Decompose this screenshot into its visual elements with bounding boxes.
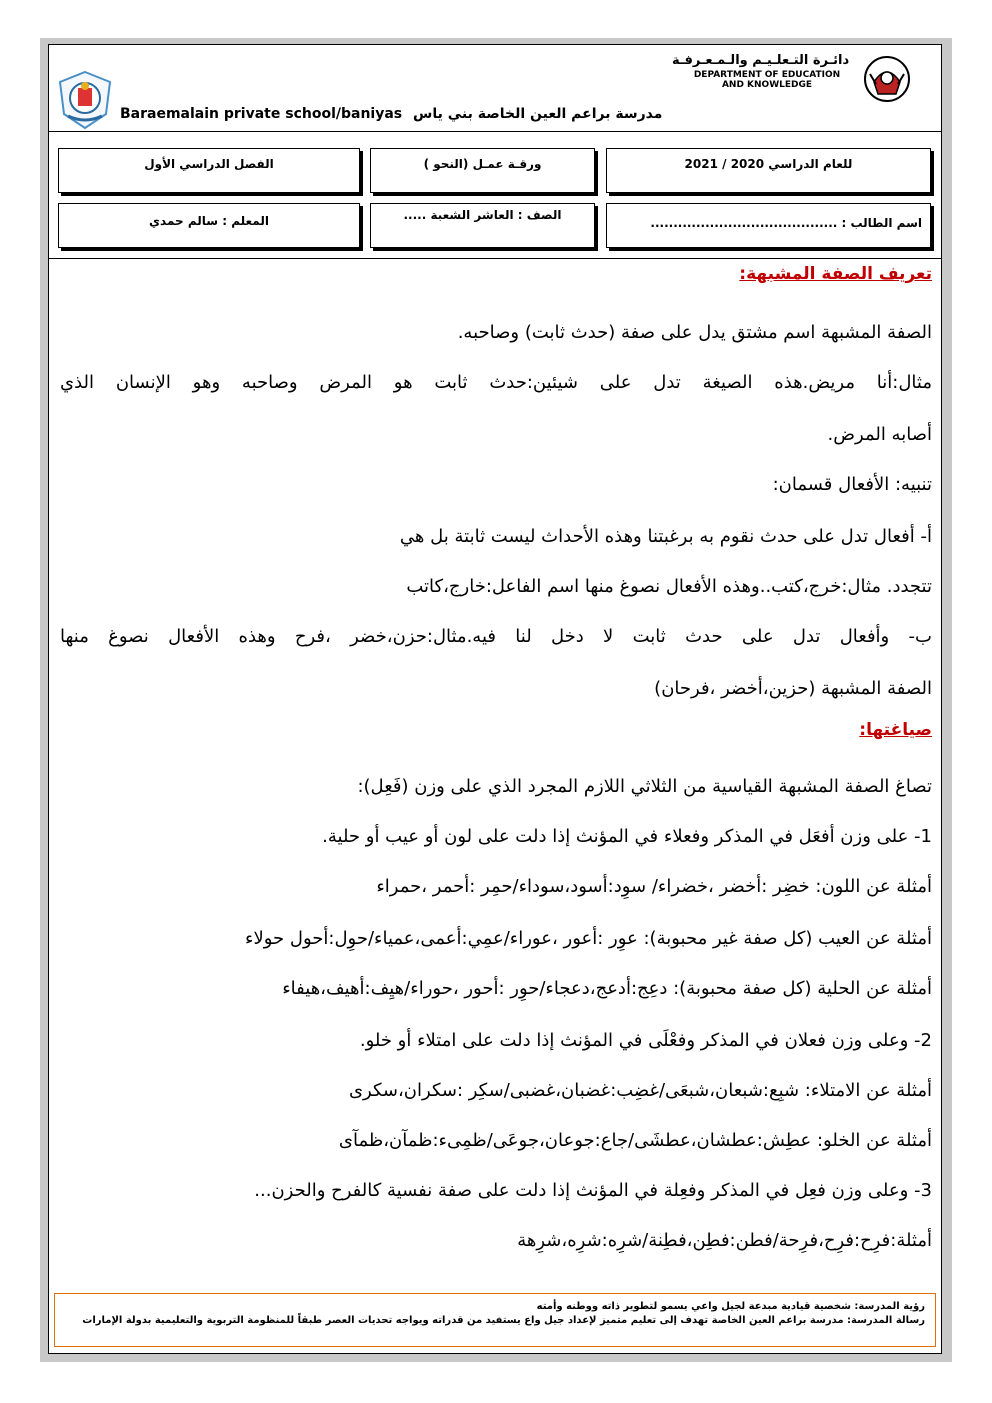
school-name-english: Baraemalain private school/baniyas xyxy=(120,106,403,122)
school-logo-icon xyxy=(56,70,114,130)
school-name-arabic: مدرسة براعم العين الخاصة بني ياس xyxy=(413,106,663,122)
paragraph-type-b-line1: ب- وأفعال تدل على حدث ثابت لا دخل لنا فيه.مثال:حزن،خضر ،فرح وهذه الأفعال نصوغ منها xyxy=(60,626,932,647)
school-vision-mission-box xyxy=(54,1293,936,1347)
heading-formation: صياغتها: xyxy=(859,720,932,740)
rule-1: 1- على وزن أفعَل في المذكر وفعلاء في المؤنث إذا دلت على لون أو عيب أو حلية. xyxy=(322,826,932,847)
class-box xyxy=(370,203,595,248)
examples-fullness: أمثلة عن الامتلاء: شبِع:شبعان،شبعَى/غضِب:غضبان،غضبى/سكِر :سكران،سكرى xyxy=(348,1080,932,1101)
department-name-arabic: دائـرة التـعلـيـم والـمـعـرفـة xyxy=(672,53,850,68)
examples-ornament: أمثلة عن الحلية (كل صفة محبوبة): دعِج:أدعج،دعجاء/حوِر :أحور ،حوراء/هيِف:أهيف،هيفاء xyxy=(282,978,932,999)
info-divider xyxy=(48,258,942,259)
academic-year-box xyxy=(606,148,931,193)
paragraph-type-a-line1: أ- أفعال تدل على حدث نقوم به برغبتنا وهذه الأحداث ليست ثابتة بل هي xyxy=(399,526,932,547)
examples-emptiness: أمثلة عن الخلو: عطِش:عطشان،عطشَى/جاع:جوعان،جوعَى/ظمِىء:ظمآن،ظمآى xyxy=(338,1130,932,1151)
paragraph-type-a-line2: تتجدد. مثال:خرج،كتب..وهذه الأفعال نصوغ منها اسم الفاعل:خارج،كاتب xyxy=(406,576,932,597)
paragraph-example-line2: أصابه المرض. xyxy=(827,424,932,445)
department-en-line2: AND KNOWLEDGE xyxy=(721,80,813,90)
semester: الفصل الدراسي الأول xyxy=(144,157,274,171)
academic-year: للعام الدراسي 2020 / 2021 xyxy=(684,157,853,171)
heading-definition: تعريف الصفة المشبهة: xyxy=(739,264,932,284)
class-section: الصف : العاشر الشعبة ..... xyxy=(403,208,562,222)
semester-box xyxy=(58,148,360,193)
paragraph-example-line1: مثال:أنا مريض.هذه الصيغة تدل على شيئين:حدث ثابت هو المرض وصاحبه وهو الإنسان الذي xyxy=(60,372,932,393)
examples-color: أمثلة عن اللون: خضِر :أخضر ،خضراء/ سوِد:أسود،سوداء/حمِر :أحمر ،حمراء xyxy=(376,876,932,897)
examples-psychological: أمثلة:فرِح:فرِح،فرِحة/فطن:فطِن،فطِنة/شرِه:شرِه،شرِهة xyxy=(517,1230,932,1251)
rule-3: 3- وعلى وزن فعِل في المذكر وفعِلة في المؤنث إذا دلت على صفة نفسية كالفرح والحزن... xyxy=(254,1180,932,1201)
paragraph-definition: الصفة المشبهة اسم مشتق يدل على صفة (حدث ثابت) وصاحبه. xyxy=(457,322,932,343)
department-en-line1: DEPARTMENT OF EDUCATION xyxy=(693,70,841,80)
department-emblem-icon xyxy=(862,54,912,104)
examples-defect: أمثلة عن العيب (كل صفة غير محبوبة): عوِر :أعور ،عوراء/عمِي:أعمى،عمياء/حوِل:أحول حولاء xyxy=(245,928,932,949)
student-name-field[interactable]: اسم الطالب : ......................................... xyxy=(650,216,922,230)
paragraph-note: تنبيه: الأفعال قسمان: xyxy=(772,474,932,495)
school-title xyxy=(120,106,682,122)
school-vision: رؤية المدرسة: شخصية قيادية مبدعة لجيل واعي يسمو لتطوير ذاته ووطنه وأمته xyxy=(536,1301,925,1312)
department-name-english xyxy=(672,70,862,90)
teacher-box xyxy=(58,203,360,248)
teacher-name: المعلم : سالم حمدي xyxy=(149,214,269,228)
paragraph-formation: تصاغ الصفة المشبهة القياسية من الثلاثي اللازم المجرد الذي على وزن (فَعِل): xyxy=(357,776,932,797)
worksheet-box xyxy=(370,148,595,193)
header-divider xyxy=(48,131,942,132)
paragraph-type-b-line2: الصفة المشبهة (حزين،أخضر ،فرحان) xyxy=(654,678,932,699)
student-name-box[interactable] xyxy=(606,203,931,248)
school-mission: رسالة المدرسة: مدرسة براعم العين الخاصة تهدف إلى تعليم متميز لإعداد جيل واع يستفيد من قدراته ويواجه تحديات العصر طبقاً للمنظومة التربوية والتعليمية بدولة الإمارات xyxy=(82,1315,925,1326)
worksheet-title: ورقـة عمـل (النحو ) xyxy=(423,157,542,171)
rule-2: 2- وعلى وزن فعلان في المذكر وفعْلَى في المؤنث إذا دلت على امتلاء أو خلو. xyxy=(359,1030,932,1051)
